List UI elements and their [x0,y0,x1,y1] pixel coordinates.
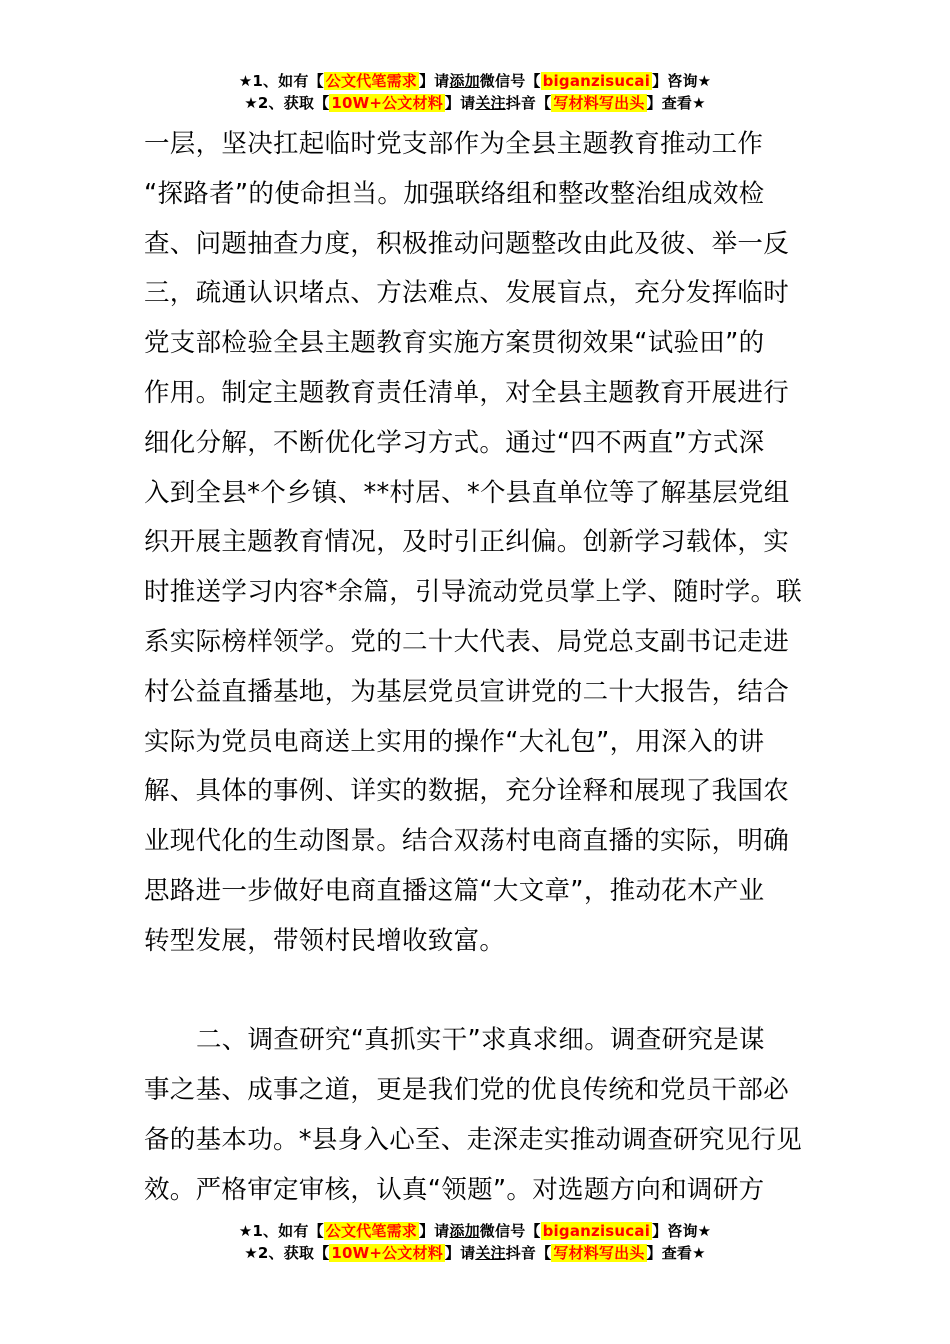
banner-text: 】请 [444,94,476,112]
paragraph-line: 时推送学习内容*余篇，引导流动党员掌上学、随时学。联 [144,577,803,608]
paragraph-line: 入到全县*个乡镇、**村居、*个县直单位等了解基层党组 [144,477,790,508]
douyin-id-highlight: 写材料写出头 [553,94,645,112]
banner-text: ★2、获取【 [244,1244,330,1262]
paragraph-line: 业现代化的生动图景。结合双荡村电商直播的实际，明确 [144,826,790,857]
paragraph-line: 三，疏通认识堵点、方法难点、发展盲点，充分发挥临时 [144,278,790,309]
douyin-id-highlight: 写材料写出头 [553,1244,645,1262]
paragraph-line: 党支部检验全县主题教育实施方案贯彻效果“试验田”的 [144,328,765,359]
paragraph-line: 一层，坚决扛起临时党支部作为全县主题教育推动工作 [144,129,764,159]
paragraph-line: 细化分解，不断优化学习方式。通过“四不两直”方式深 [144,427,765,458]
banner-text: 】请 [418,72,450,90]
paragraph-line: 效。严格审定审核，认真“领题”。对选题方向和调研方 [144,1174,765,1205]
highlight-text: 公文代笔需求 [325,1222,417,1240]
banner-line-1 [0,1220,950,1242]
banner-text: 抖音【 [505,94,552,112]
banner-text: 微信号【 [479,72,541,90]
paragraph-spacer [144,967,814,1017]
paragraph-line: 作用。制定主题教育责任清单，对全县主题教育开展进行 [144,377,790,408]
underlined-text: 关注 [475,1244,506,1262]
banner-text: 】咨询★ [652,1222,712,1240]
banner-line-1 [0,70,950,92]
banner-line-2 [0,92,950,114]
banner-text: 抖音【 [505,1244,552,1262]
paragraph-line: 实际为党员电商送上实用的操作“大礼包”，用深入的讲 [144,726,765,757]
wechat-id-highlight: biganzisucai [542,1222,651,1240]
underlined-text: 添加 [449,1222,480,1240]
banner-text: ★1、如有【 [238,1222,324,1240]
paragraph-line: 思路进一步做好电商直播这篇“大文章”，推动花木产业 [144,875,765,906]
paragraph-line: 事之基、成事之道，更是我们党的优良传统和党员干部必 [144,1075,790,1106]
highlight-text: 10W+公文材料 [331,1244,443,1262]
document-body [144,120,814,1216]
banner-text: 】查看★ [646,94,706,112]
banner-text: 】咨询★ [652,72,712,90]
paragraph-line: 村公益直播基地，为基层党员宣讲党的二十大报告，结合 [144,676,790,707]
paragraph-line: 查、问题抽查力度，积极推动问题整改由此及彼、举一反 [144,228,790,259]
paragraph-line: “探路者”的使命担当。加强联络组和整改整治组成效检 [144,178,765,209]
bottom-banner [0,1220,950,1264]
section-heading-line: 二、调查研究“真抓实干”求真求细。调查研究是谋 [196,1025,765,1056]
paragraph-line: 备的基本功。*县身入心至、走深走实推动调查研究见行见 [144,1124,803,1155]
banner-text: 】请 [418,1222,450,1240]
banner-text: ★2、获取【 [244,94,330,112]
paragraph-line: 转型发展，带领村民增收致富。 [144,925,506,956]
underlined-text: 添加 [449,72,480,90]
banner-text: 微信号【 [479,1222,541,1240]
paragraph-line: 系实际榜样领学。党的二十大代表、局党总支副书记走进 [144,626,790,657]
wechat-id-highlight: biganzisucai [542,72,651,90]
underlined-text: 关注 [475,94,506,112]
highlight-text: 公文代笔需求 [325,72,417,90]
top-banner [0,70,950,114]
banner-text: 】查看★ [646,1244,706,1262]
banner-text: ★1、如有【 [238,72,324,90]
banner-line-2 [0,1242,950,1264]
paragraph-line: 织开展主题教育情况，及时引正纠偏。创新学习载体，实 [144,527,790,558]
banner-text: 】请 [444,1244,476,1262]
paragraph-line: 解、具体的事例、详实的数据，充分诠释和展现了我国农 [144,776,790,807]
highlight-text: 10W+公文材料 [331,94,443,112]
